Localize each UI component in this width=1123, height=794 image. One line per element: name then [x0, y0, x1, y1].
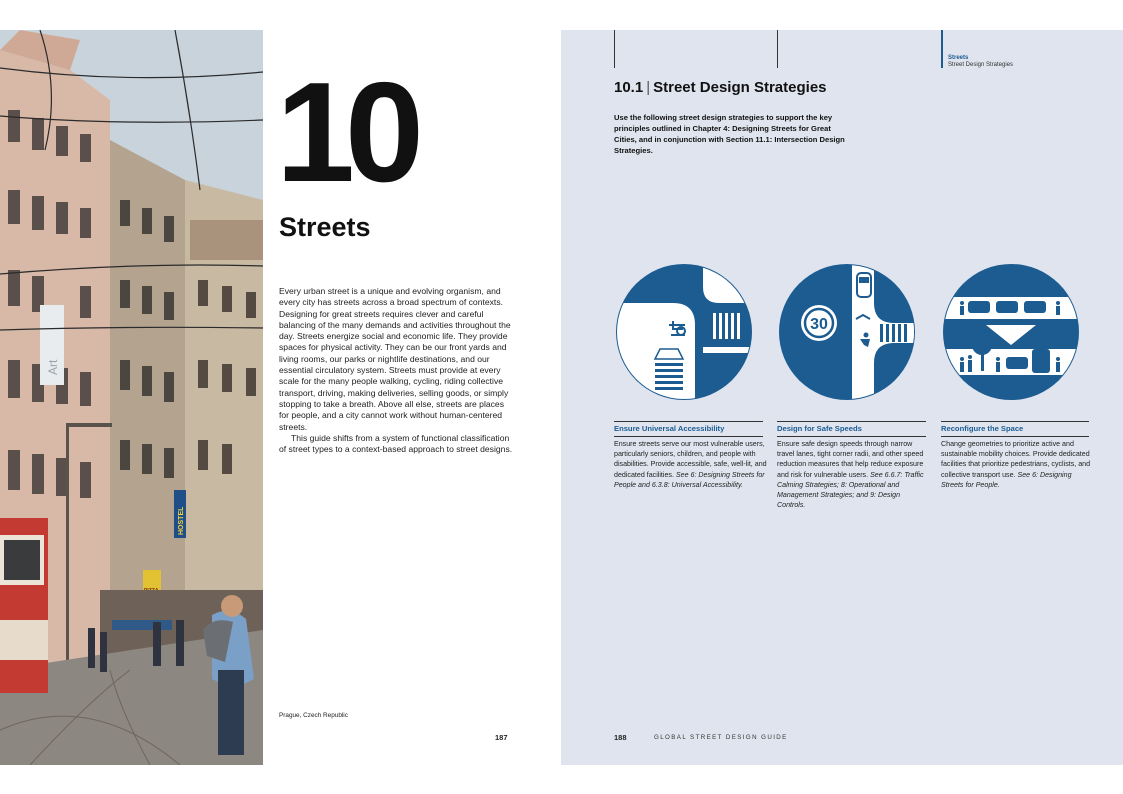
strategy-text: Change geometries to prioritize active and sustainable mobility choices. Provide dedicated facilities that prioritize pedestrians, cyclists, and collective transport use.	[941, 440, 1091, 479]
running-head	[941, 30, 1013, 68]
strategy-rule	[614, 421, 763, 422]
photo-hostel-sign: HOSTEL	[178, 506, 185, 535]
safe-speeds-diagram	[778, 263, 916, 401]
photo-banner-text: Art	[46, 359, 60, 375]
section-lead: Use the following street design strategies to support the key principles outlined in Chapter 4: Designing Streets for Great Cities, and in conjunction with Section 11.1: Intersection Design Strategies.	[614, 113, 845, 155]
strategy-rule	[941, 421, 1089, 422]
column-rule-2	[777, 30, 778, 68]
running-head-section: Streets	[948, 55, 969, 61]
strategy-body-safe-speeds	[777, 439, 927, 510]
strategy-text: Ensure streets serve our most vulnerable users, particularly seniors, children, and people with disabilities. Provide accessible, safe, well-lit, and dedicated facilities.	[614, 440, 767, 479]
strategy-title-reconfigure: Reconfigure the Space	[941, 424, 1024, 433]
speed-limit-sign: 30	[810, 316, 828, 333]
strategy-text: Ensure safe design speeds through narrow travel lanes, tight corner radii, and other speed reduction measures that help reduce exposure and risk for vulnerable users.	[777, 440, 924, 479]
column-rule-1	[614, 30, 615, 68]
strategy-body-reconfigure	[941, 439, 1091, 490]
section-title: 10.1 | Street Design Strategies	[614, 79, 827, 96]
chapter-number: 10	[276, 53, 414, 212]
photo-caption: Prague, Czech Republic	[279, 712, 348, 719]
strategy-reference: See 6: Designing Streets for People and 6.3.8: Universal Accessibility.	[614, 470, 765, 489]
running-head-subsection: Street Design Strategies	[948, 62, 1014, 68]
section-number: 10.1	[614, 79, 644, 96]
strategy-rule	[777, 421, 926, 422]
chapter-title: Streets	[279, 212, 371, 242]
strategy-title-accessibility: Ensure Universal Accessibility	[614, 424, 725, 433]
strategy-reference: See 6.6.7: Traffic Calming Strategies; 8: Operational and Management Strategies; and 9: Design Controls.	[777, 470, 924, 510]
strategy-title-safe-speeds: Design for Safe Speeds	[777, 424, 862, 433]
section-title-text: Street Design Strategies	[653, 79, 827, 96]
page-number-right: 188	[614, 733, 627, 742]
guide-name: GLOBAL STREET DESIGN GUIDE	[654, 734, 788, 741]
reconfigure-space-diagram	[942, 263, 1080, 401]
strategy-body-accessibility	[614, 439, 767, 490]
intro-text	[279, 286, 515, 455]
intro-paragraph-2: This guide shifts from a system of functional classification of street types to a context-based approach to street designs.	[279, 432, 513, 455]
page-number-left: 187	[495, 733, 508, 742]
strategy-rule	[941, 436, 1089, 437]
strategy-reference: See 6: Designing Streets for People.	[941, 470, 1072, 489]
strategy-rule	[614, 436, 763, 437]
universal-accessibility-diagram	[615, 263, 753, 401]
right-page	[561, 30, 1123, 765]
street-photo	[0, 30, 263, 765]
intro-paragraph-1: Every urban street is a unique and evolving organism, and every city has streets across a broad spectrum of contexts. Designing for great streets requires clever and careful balancing of the many demands and activities throughout the day. Streets energize social and economic life. They provide spaces for physical activity. They can be our front yards and living rooms, our parks or nightlife destinations, and our essential circulatory system. Streets must provide at every scale for the many people walking, cycling, riding collective transport, driving, making deliveries, selling goods, or simply stopping to take a breath. Above all else, streets are places for people, and a city cannot work without human-centered streets.	[279, 286, 511, 432]
strategy-rule	[777, 436, 926, 437]
